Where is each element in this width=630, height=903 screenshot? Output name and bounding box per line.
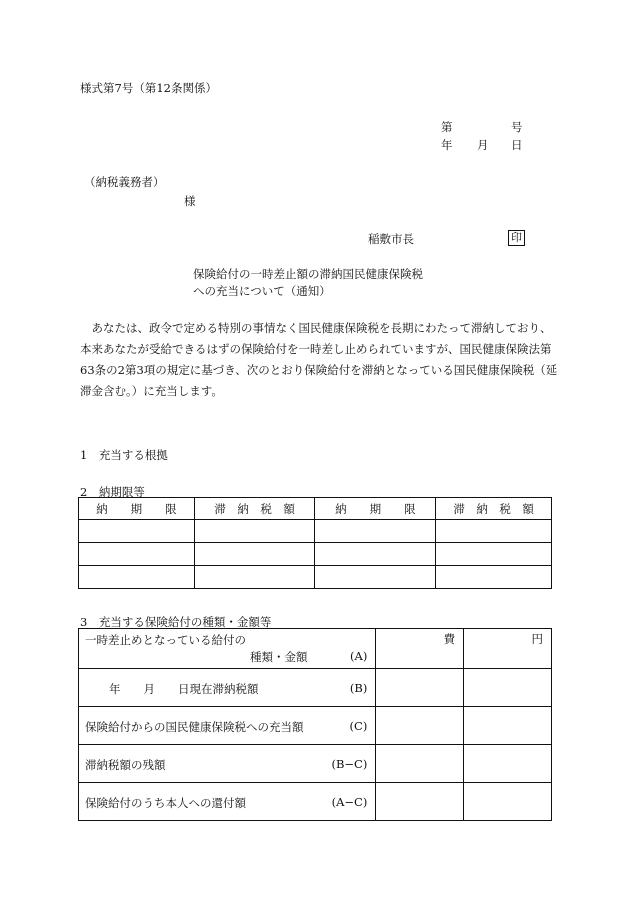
row-label-line-2: 種類・金額	[250, 650, 308, 664]
benefit-allocation-table	[78, 628, 552, 821]
number-dai: 第	[441, 120, 453, 134]
unit-label: 費	[376, 629, 464, 669]
table-cell	[194, 520, 315, 543]
date-year: 年	[441, 138, 453, 152]
table-row	[79, 520, 552, 543]
table-cell	[315, 566, 436, 589]
row-label-text: 保険給付のうち本人への還付額	[85, 796, 246, 810]
table-cell	[436, 543, 552, 566]
table-cell	[79, 566, 195, 589]
row-code: (A)	[350, 649, 368, 663]
row-label-text: 年 月 日現在滞納税額	[109, 682, 259, 696]
table-row	[79, 707, 552, 745]
row-code: (A−C)	[331, 795, 368, 809]
table-cell	[194, 543, 315, 566]
row-label	[79, 783, 376, 821]
date-day: 日	[511, 138, 523, 152]
table-cell	[79, 543, 195, 566]
table-row	[79, 783, 552, 821]
column-header-deadline: 納 期 限	[315, 498, 436, 520]
value-cell	[376, 783, 464, 821]
row-label	[79, 669, 376, 707]
row-label	[79, 629, 376, 669]
column-header-amount: 滞 納 税 額	[436, 498, 552, 520]
issuer-name: 稲敷市長	[368, 232, 414, 246]
table-row	[79, 745, 552, 783]
title-line-2: への充当について（通知）	[193, 284, 331, 298]
unit-label: 円	[464, 629, 552, 669]
row-label	[79, 707, 376, 745]
table-cell	[436, 566, 552, 589]
row-code: (B)	[349, 681, 368, 695]
table-cell	[79, 520, 195, 543]
form-id: 様式第7号（第12条関係）	[80, 81, 217, 95]
section-3-heading: 3 充当する保険給付の種類・金額等	[80, 615, 272, 629]
row-label	[79, 745, 376, 783]
row-code: (C)	[349, 719, 368, 733]
row-label-line-1: 一時差止めとなっている給付の	[85, 633, 246, 647]
row-label-text: 保険給付からの国民健康保険税への充当額	[85, 720, 304, 734]
row-code: (B−C)	[331, 757, 368, 771]
table-row	[79, 566, 552, 589]
value-cell	[464, 745, 552, 783]
table-row	[79, 629, 552, 669]
seal-mark: 印	[508, 230, 525, 246]
section-1-heading: 1 充当する根拠	[80, 448, 168, 462]
table-cell	[194, 566, 315, 589]
table-row	[79, 543, 552, 566]
table-row	[79, 669, 552, 707]
value-cell	[376, 707, 464, 745]
table-cell	[315, 520, 436, 543]
column-header-amount: 滞 納 税 額	[194, 498, 315, 520]
body-paragraph: あなたは、政令で定める特別の事情なく国民健康保険税を長期にわたって滞納しており、本来あなたが受給できるはずの保険給付を一時差し止められていますが、国民健康保険法第63条の2第3項の規定に基づき、次のとおり保険給付を滞納となっている国民健康保険税（延滞金含む。）に充当します。	[80, 321, 558, 398]
value-cell	[464, 783, 552, 821]
addressee-sama: 様	[184, 194, 196, 208]
row-label-text: 滞納税額の残額	[85, 758, 166, 772]
table-cell	[436, 520, 552, 543]
section-2-heading: 2 納期限等	[80, 485, 145, 499]
addressee-label: （納税義務者）	[84, 175, 165, 189]
payment-deadline-table	[78, 497, 552, 589]
value-cell	[464, 707, 552, 745]
number-go: 号	[511, 120, 523, 134]
value-cell	[376, 745, 464, 783]
table-header-row	[79, 498, 552, 520]
date-month: 月	[477, 138, 489, 152]
value-cell	[464, 669, 552, 707]
table-cell	[315, 543, 436, 566]
column-header-deadline: 納 期 限	[79, 498, 195, 520]
title-line-1: 保険給付の一時差止額の滞納国民健康保険税	[193, 267, 423, 281]
value-cell	[376, 669, 464, 707]
